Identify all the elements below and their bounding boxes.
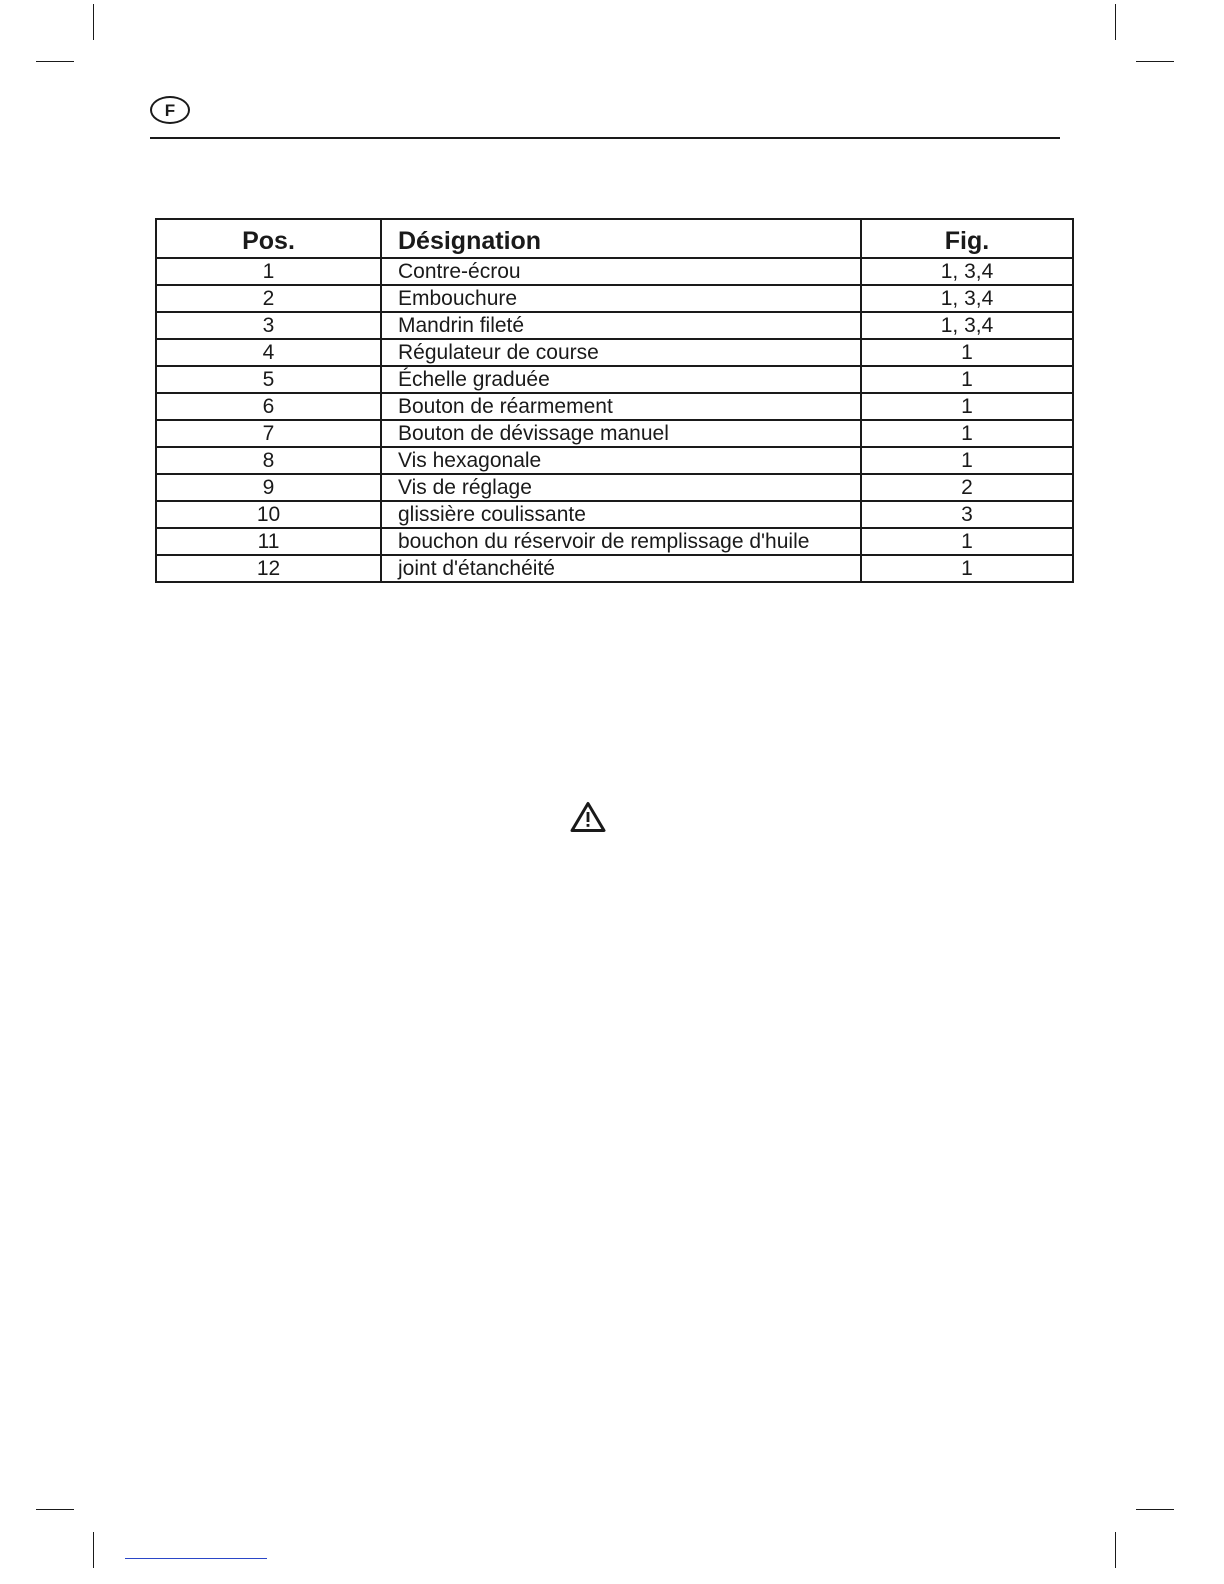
cell-designation: Échelle graduée	[381, 366, 861, 393]
table-row	[156, 258, 1073, 285]
language-badge	[150, 96, 190, 124]
cell-pos: 2	[156, 285, 381, 312]
header-rule	[150, 137, 1060, 139]
cell-pos: 9	[156, 474, 381, 501]
cell-pos: 5	[156, 366, 381, 393]
crop-mark-bottom-left-vertical	[93, 1532, 94, 1568]
cell-designation: Vis de réglage	[381, 474, 861, 501]
cell-designation: bouchon du réservoir de remplissage d'huile	[381, 528, 861, 555]
table-row	[156, 474, 1073, 501]
table-row	[156, 393, 1073, 420]
table-row	[156, 501, 1073, 528]
crop-mark-top-left-vertical	[93, 4, 94, 40]
crop-mark-top-right-vertical	[1115, 4, 1116, 40]
cell-designation: Bouton de dévissage manuel	[381, 420, 861, 447]
table-header-row	[156, 219, 1073, 258]
language-code: F	[164, 100, 176, 120]
cell-pos: 4	[156, 339, 381, 366]
column-header-fig: Fig.	[861, 219, 1073, 258]
cell-fig: 1	[861, 339, 1073, 366]
table-row	[156, 447, 1073, 474]
cell-designation: Régulateur de course	[381, 339, 861, 366]
table-row	[156, 312, 1073, 339]
cell-pos: 7	[156, 420, 381, 447]
cell-fig: 1	[861, 366, 1073, 393]
cell-fig: 1	[861, 447, 1073, 474]
crop-mark-top-left-horizontal	[36, 61, 74, 62]
footer-link-underline	[125, 1558, 267, 1559]
crop-mark-bottom-right-horizontal	[1136, 1509, 1174, 1510]
cell-fig: 3	[861, 501, 1073, 528]
table-row	[156, 528, 1073, 555]
cell-designation: Contre-écrou	[381, 258, 861, 285]
cell-pos: 10	[156, 501, 381, 528]
column-header-designation: Désignation	[381, 219, 861, 258]
warning-triangle-icon	[570, 801, 606, 833]
cell-designation: glissière coulissante	[381, 501, 861, 528]
cell-fig: 1, 3,4	[861, 312, 1073, 339]
cell-designation: Embouchure	[381, 285, 861, 312]
crop-mark-top-right-horizontal	[1136, 61, 1174, 62]
cell-fig: 1	[861, 528, 1073, 555]
table-row	[156, 339, 1073, 366]
cell-designation: Bouton de réarmement	[381, 393, 861, 420]
table-row	[156, 285, 1073, 312]
cell-fig: 1	[861, 420, 1073, 447]
cell-designation: Vis hexagonale	[381, 447, 861, 474]
cell-designation: joint d'étanchéité	[381, 555, 861, 582]
cell-pos: 3	[156, 312, 381, 339]
crop-mark-bottom-left-horizontal	[36, 1509, 74, 1510]
cell-pos: 6	[156, 393, 381, 420]
cell-pos: 11	[156, 528, 381, 555]
table-row	[156, 420, 1073, 447]
table-row	[156, 366, 1073, 393]
table-row	[156, 555, 1073, 582]
cell-fig: 1	[861, 393, 1073, 420]
cell-pos: 1	[156, 258, 381, 285]
column-header-pos: Pos.	[156, 219, 381, 258]
cell-pos: 8	[156, 447, 381, 474]
cell-pos: 12	[156, 555, 381, 582]
parts-table	[155, 218, 1074, 583]
crop-mark-bottom-right-vertical	[1115, 1532, 1116, 1568]
cell-fig: 1, 3,4	[861, 258, 1073, 285]
cell-designation: Mandrin fileté	[381, 312, 861, 339]
cell-fig: 1, 3,4	[861, 285, 1073, 312]
cell-fig: 1	[861, 555, 1073, 582]
cell-fig: 2	[861, 474, 1073, 501]
